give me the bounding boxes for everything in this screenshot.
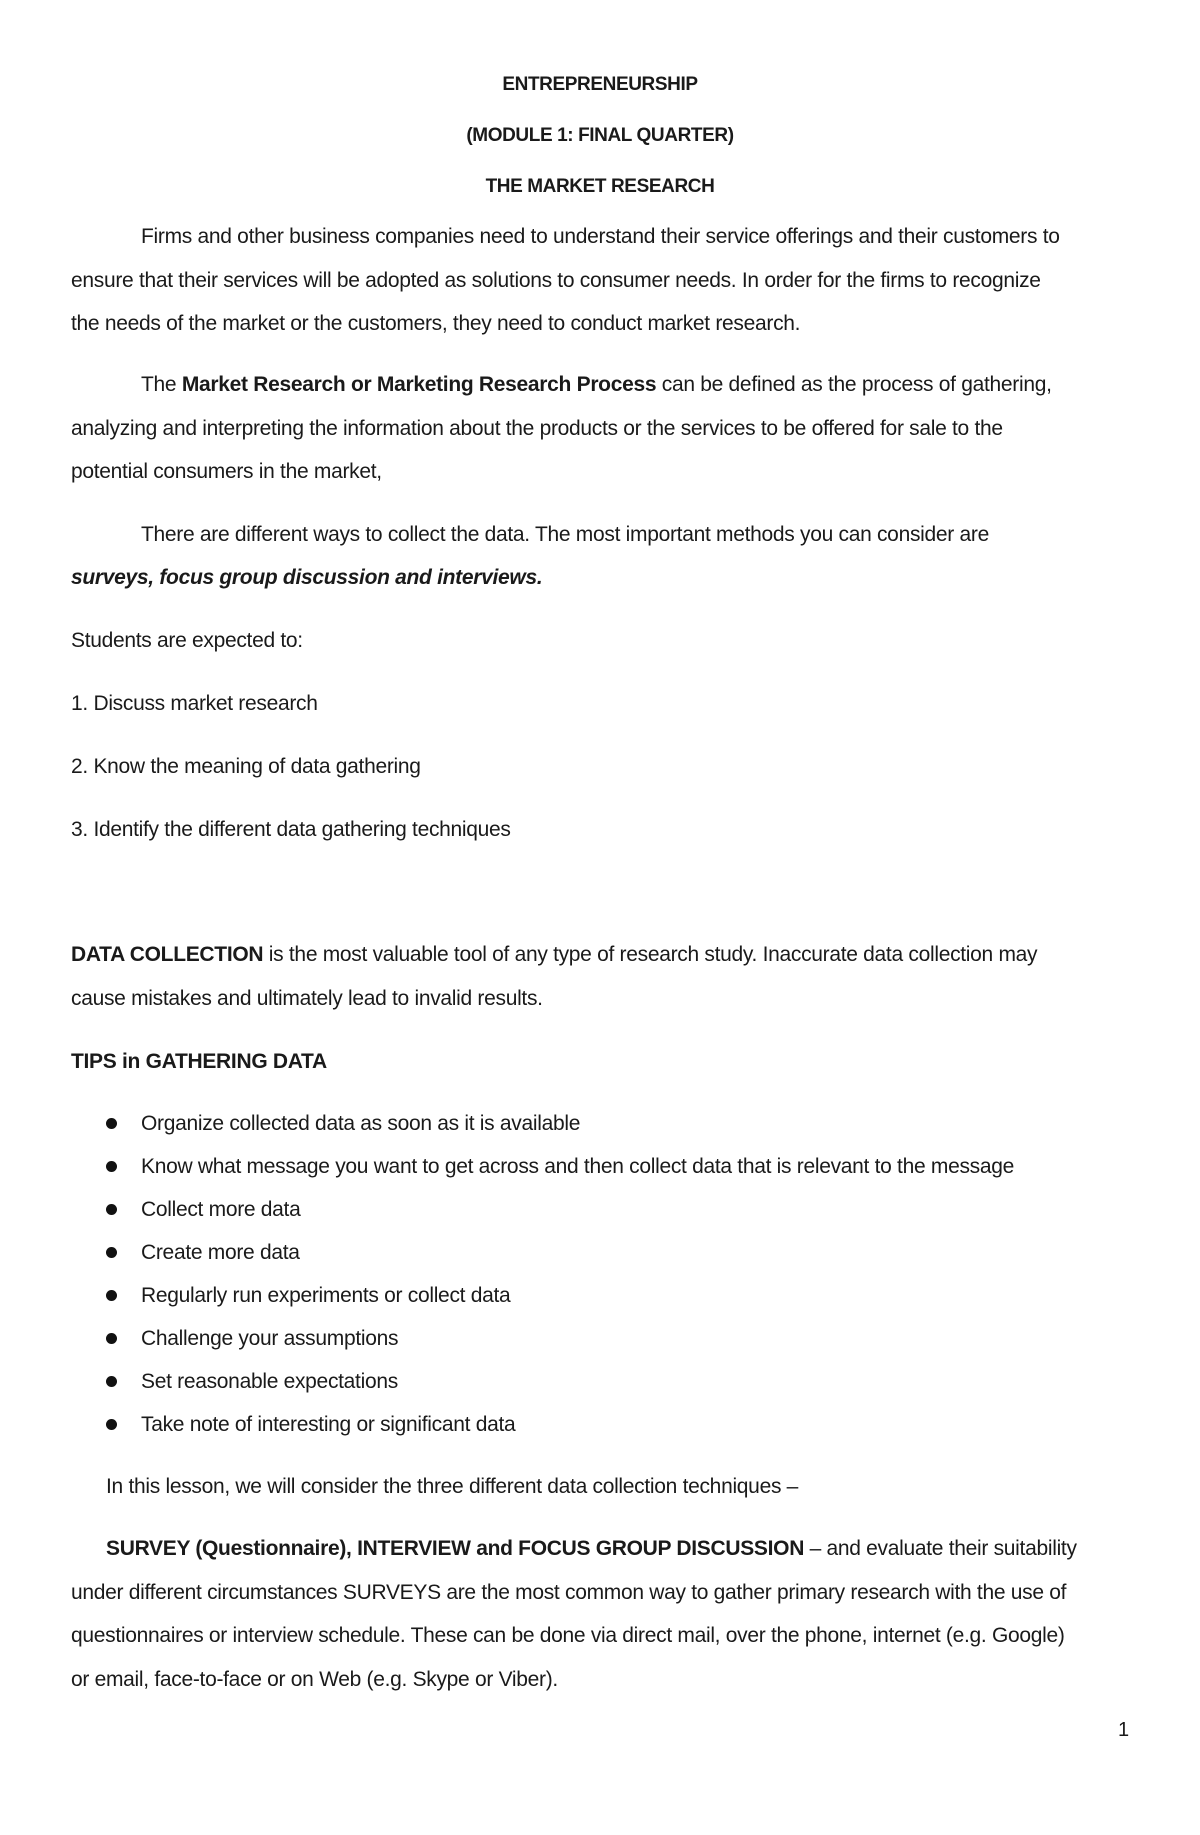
tip-item: Collect more data [141,1198,301,1221]
page-number: 1 [1118,1719,1130,1741]
bullet-icon [106,1290,117,1301]
lesson-line-5: or email, face-to-face or on Web (e.g. Skype or Viber). [71,1668,558,1691]
bullet-icon [106,1204,117,1215]
bullet-icon [106,1419,117,1430]
intro-line-3: the needs of the market or the customers, they need to conduct market research. [71,312,801,335]
definition-prefix: The [141,373,182,396]
data-collection-line-1 [71,942,1037,968]
tip-item: Set reasonable expectations [141,1370,398,1393]
lesson-line-2 [106,1536,1077,1562]
methods-emphasis: surveys, focus group discussion and interviews. [71,566,543,589]
objective-item: 3. Identify the different data gathering techniques [71,818,511,841]
intro-line-2: ensure that their services will be adopted as solutions to consumer needs. In order for the firms to recognize [71,269,1041,292]
lesson-line-1: In this lesson, we will consider the three different data collection techniques – [106,1475,799,1498]
module-label: (MODULE 1: FINAL QUARTER) [466,125,734,146]
lesson-line-3: under different circumstances SURVEYS are the most common way to gather primary research with the use of [71,1581,1067,1604]
data-collection-rest: is the most valuable tool of any type of research study. Inaccurate data collection may [263,943,1038,966]
lesson-line-4: questionnaires or interview schedule. These can be done via direct mail, over the phone, internet (e.g. Google) [71,1624,1065,1647]
definition-term: Market Research or Marketing Research Process [181,373,657,396]
intro-line-1: Firms and other business companies need to understand their service offerings and their customers to [141,225,1060,248]
document-title: ENTREPRENEURSHIP [502,74,698,95]
objective-item: 2. Know the meaning of data gathering [71,755,421,778]
tip-item: Challenge your assumptions [141,1327,399,1350]
section-title: THE MARKET RESEARCH [485,176,715,197]
tip-item: Take note of interesting or significant data [141,1413,516,1436]
bullet-icon [106,1161,117,1172]
bullet-icon [106,1247,117,1258]
definition-suffix: can be defined as the process of gathering, [656,373,1052,396]
bullet-icon [106,1376,117,1387]
data-collection-line-2: cause mistakes and ultimately lead to invalid results. [71,987,543,1010]
tip-item: Know what message you want to get across and then collect data that is relevant to the message [141,1155,1014,1178]
tip-item: Regularly run experiments or collect data [141,1284,511,1307]
lesson-rest: – and evaluate their suitability [804,1537,1077,1560]
bullet-icon [106,1118,117,1129]
tips-heading: TIPS in GATHERING DATA [71,1050,327,1073]
objectives-heading: Students are expected to: [71,629,303,652]
data-collection-term: DATA COLLECTION [71,943,264,966]
definition-line-2: analyzing and interpreting the information about the products or the services to be offered for sale to the [71,417,1003,440]
bullet-icon [106,1333,117,1344]
objective-item: 1. Discuss market research [71,692,318,715]
tip-item: Create more data [141,1241,300,1264]
methods-line-1: There are different ways to collect the data. The most important methods you can consider are [141,523,989,546]
tip-item: Organize collected data as soon as it is available [141,1112,581,1135]
definition-line-3: potential consumers in the market, [71,460,382,483]
definition-line-1 [141,372,1052,398]
lesson-techniques: SURVEY (Questionnaire), INTERVIEW and FOCUS GROUP DISCUSSION [106,1537,805,1560]
